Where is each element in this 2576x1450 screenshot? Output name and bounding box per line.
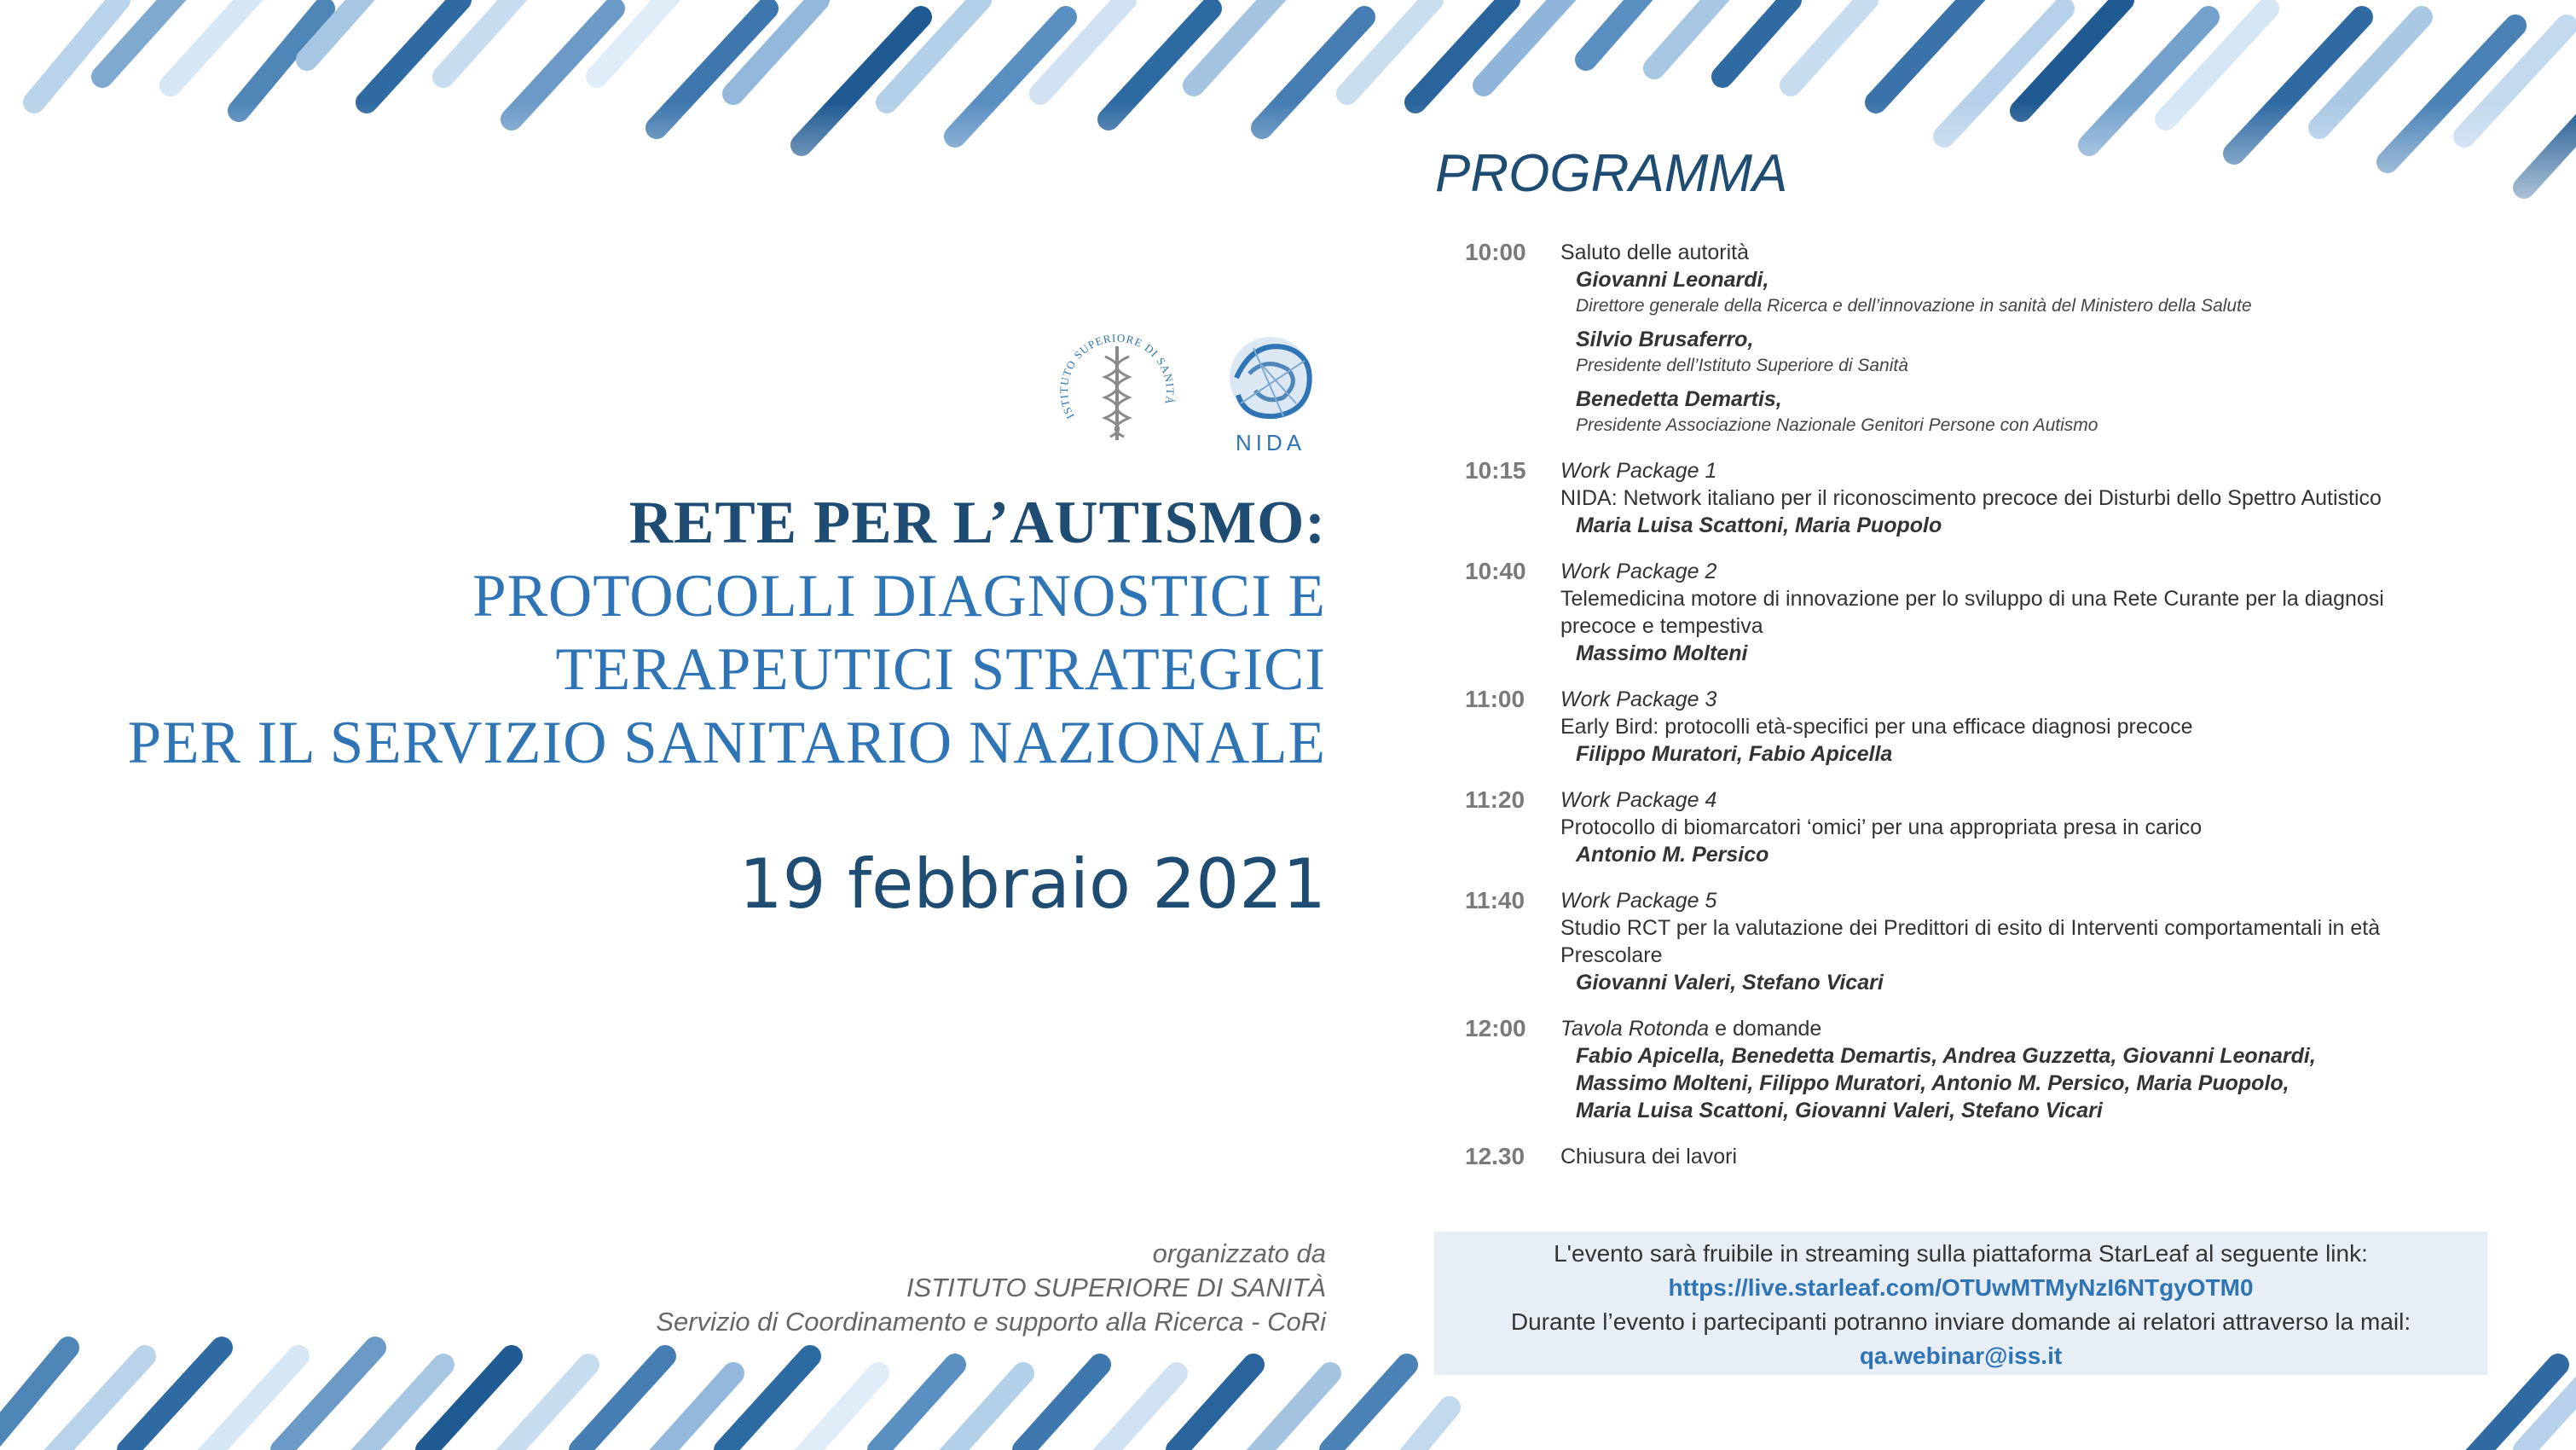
speaker-name: Giovanni Leonardi, bbox=[1576, 268, 1769, 292]
speaker-names: Maria Luisa Scattoni, Maria Puopolo bbox=[1576, 513, 1942, 537]
slot-time: 11:40 bbox=[1465, 887, 1525, 914]
questions-info-text: Durante l’evento i partecipanti potranno inviare domande ai relatori attraverso la mail: bbox=[1510, 1308, 2411, 1335]
schedule-slot bbox=[1465, 558, 2488, 667]
speaker-names: Maria Luisa Scattoni, Giovanni Valeri, Stefano Vicari bbox=[1576, 1099, 2103, 1122]
slot-time: 11:20 bbox=[1465, 786, 1525, 813]
organizer-block bbox=[656, 1237, 1326, 1339]
nida-logo-text: NIDA bbox=[1235, 430, 1306, 455]
slot-description: NIDA: Network italiano per il riconoscimento precoce dei Disturbi dello Spettro Autistico bbox=[1560, 486, 2382, 510]
slot-title: Saluto delle autorità bbox=[1560, 241, 1749, 264]
iss-logo bbox=[1057, 331, 1177, 440]
organizer-service: Servizio di Coordinamento e supporto alla Ricerca - CoRi bbox=[656, 1307, 1326, 1337]
round-table-suffix: e domande bbox=[1709, 1017, 1822, 1041]
slot-time: 10:15 bbox=[1465, 457, 1526, 484]
speaker-names: Massimo Molteni, Filippo Muratori, Antonio M. Persico, Maria Puopolo, bbox=[1576, 1071, 2289, 1095]
speaker-names: Fabio Apicella, Benedetta Demartis, Andrea Guzzetta, Giovanni Leonardi, bbox=[1576, 1044, 2316, 1068]
slot-description: Studio RCT per la valutazione dei Predittori di esito di Interventi comportamentali in età bbox=[1560, 916, 2381, 940]
speaker-name: Benedetta Demartis, bbox=[1576, 387, 1782, 411]
speaker-role: Direttore generale della Ricerca e dell’innovazione in sanità del Ministero della Salute bbox=[1576, 296, 2252, 316]
speaker-names: Antonio M. Persico bbox=[1576, 843, 1769, 867]
schedule-slot bbox=[1465, 1143, 2488, 1170]
schedule-slot bbox=[1465, 786, 2488, 868]
event-title bbox=[47, 486, 1326, 780]
logos bbox=[1057, 322, 1347, 459]
slot-time: 10:00 bbox=[1465, 239, 1526, 265]
work-package-label: Work Package 4 bbox=[1560, 788, 1717, 812]
speaker-names: Giovanni Valeri, Stefano Vicari bbox=[1576, 971, 1884, 995]
title-line-2: PROTOCOLLI DIAGNOSTICI E bbox=[472, 563, 1326, 629]
streaming-info-box bbox=[1434, 1232, 2487, 1375]
work-package-label: Work Package 2 bbox=[1560, 560, 1717, 583]
schedule-slot bbox=[1465, 887, 2488, 996]
title-line-3: TERAPEUTICI STRATEGICI bbox=[555, 636, 1326, 703]
schedule-slot bbox=[1465, 457, 2488, 539]
round-table-label: Tavola Rotonda bbox=[1560, 1017, 1710, 1041]
top-decorative-band bbox=[0, 0, 2576, 256]
questions-email-link[interactable]: qa.webinar@iss.it bbox=[1859, 1343, 2063, 1369]
programma-title: PROGRAMMA bbox=[1435, 144, 1788, 203]
schedule-slot bbox=[1465, 239, 2488, 438]
schedule-slot bbox=[1465, 1015, 2488, 1124]
speaker-names: Massimo Molteni bbox=[1576, 641, 1748, 665]
slot-title: Chiusura dei lavori bbox=[1560, 1145, 1738, 1169]
slot-time: 10:40 bbox=[1465, 558, 1526, 584]
slot-time: 12.30 bbox=[1465, 1143, 1525, 1169]
title-line-4: PER IL SERVIZIO SANITARIO NAZIONALE bbox=[127, 710, 1326, 776]
programme-schedule bbox=[1465, 239, 2488, 1189]
work-package-label: Work Package 3 bbox=[1560, 687, 1717, 711]
slot-description: Protocollo di biomarcatori ‘omici’ per una appropriata presa in carico bbox=[1560, 815, 2203, 839]
streaming-info-text: L'evento sarà fruibile in streaming sulla piattaforma StarLeaf al seguente link: bbox=[1554, 1240, 2368, 1267]
slot-description: precoce e tempestiva bbox=[1560, 614, 1763, 638]
slot-time: 12:00 bbox=[1465, 1015, 1526, 1041]
organizer-institute: ISTITUTO SUPERIORE DI SANITÀ bbox=[906, 1273, 1326, 1302]
title-line-1: RETE PER L’AUTISMO: bbox=[628, 490, 1326, 556]
slot-time: 11:00 bbox=[1465, 686, 1525, 712]
streaming-link[interactable]: https://live.starleaf.com/OTUwMTMyNzI6NTgyOTM0 bbox=[1668, 1274, 2254, 1301]
speaker-name: Silvio Brusaferro, bbox=[1576, 328, 1754, 351]
event-date: 19 febbraio 2021 bbox=[738, 844, 1326, 924]
speaker-role: Presidente dell’Istituto Superiore di Sanità bbox=[1576, 356, 1908, 375]
schedule-slot bbox=[1465, 686, 2488, 768]
slot-description: Prescolare bbox=[1560, 943, 1663, 967]
nida-logo bbox=[1230, 337, 1311, 455]
speaker-names: Filippo Muratori, Fabio Apicella bbox=[1576, 742, 1893, 766]
slot-title bbox=[1560, 1015, 2488, 1042]
iss-logo-text: ISTITUTO SUPERIORE DI SANITÀ bbox=[1057, 331, 1178, 421]
organizer-label: organizzato da bbox=[1152, 1238, 1326, 1268]
slot-description: Telemedicina motore di innovazione per lo sviluppo di una Rete Curante per la diagnosi bbox=[1560, 587, 2384, 611]
work-package-label: Work Package 5 bbox=[1560, 889, 1717, 913]
work-package-label: Work Package 1 bbox=[1560, 459, 1717, 483]
slot-description: Early Bird: protocolli età-specifici per una efficace diagnosi precoce bbox=[1560, 715, 2193, 739]
speaker-role: Presidente Associazione Nazionale Genitori Persone con Autismo bbox=[1576, 415, 2098, 435]
